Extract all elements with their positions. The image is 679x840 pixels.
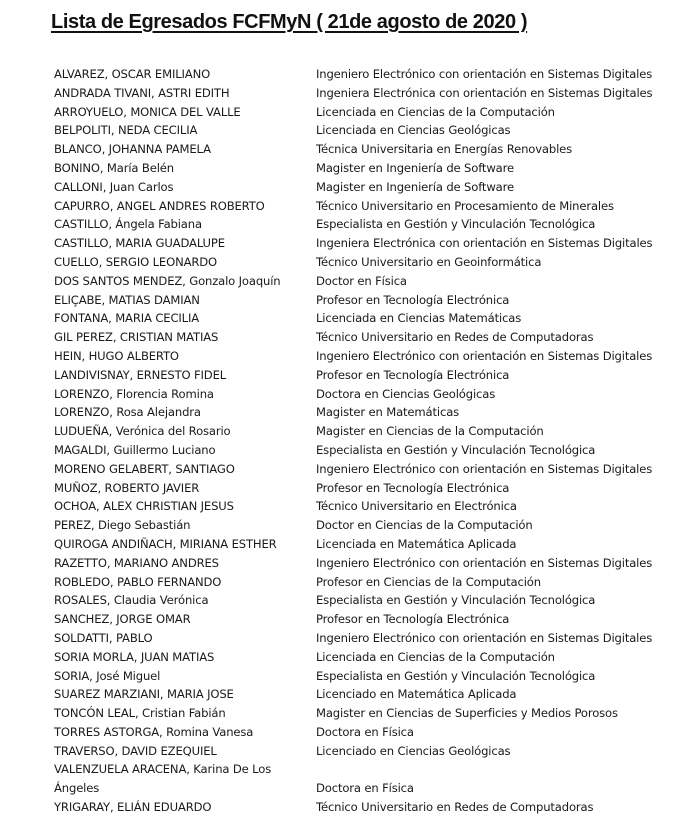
graduate-name: CALLONI, Juan Carlos xyxy=(54,179,174,194)
graduate-name: YRIGARAY, ELIÁN EDUARDO xyxy=(54,800,212,815)
graduate-row xyxy=(54,573,652,592)
graduate-row xyxy=(54,742,652,761)
graduate-row xyxy=(54,197,652,216)
graduate-name: ROSALES, Claudia Verónica xyxy=(54,593,209,608)
graduate-name: MAGALDI, Guillermo Luciano xyxy=(54,442,216,457)
graduate-row xyxy=(54,460,652,479)
graduate-degree: Magister en Ciencias de Superficies y Medios Porosos xyxy=(316,706,618,721)
graduate-name: TRAVERSO, DAVID EZEQUIEL xyxy=(54,743,217,758)
document-title: Lista de Egresados FCFMyN ( 21de agosto de 2020 ) xyxy=(51,11,528,33)
graduate-degree: Técnico Universitario en Procesamiento de Minerales xyxy=(316,198,614,213)
graduate-name: QUIROGA ANDIÑACH, MIRIANA ESTHER xyxy=(54,536,277,551)
graduate-row xyxy=(54,667,652,686)
graduate-degree: Ingeniero Electrónico con orientación en Sistemas Digitales xyxy=(316,630,653,645)
graduate-name: OCHOA, ALEX CHRISTIAN JESUS xyxy=(54,499,234,514)
graduate-degree: Doctora en Física xyxy=(316,781,414,796)
graduate-row xyxy=(54,723,652,742)
graduate-degree: Licenciada en Ciencias Geológicas xyxy=(316,123,511,138)
graduate-degree: Doctora en Física xyxy=(316,724,414,739)
graduate-row xyxy=(54,178,652,197)
graduate-name: BONINO, María Belén xyxy=(54,160,174,175)
graduate-row xyxy=(54,516,652,535)
graduate-degree: Técnico Universitario en Redes de Computadoras xyxy=(316,800,594,815)
graduate-row xyxy=(54,479,652,498)
graduate-name: CAPURRO, ANGEL ANDRES ROBERTO xyxy=(54,198,265,213)
graduate-degree: Magister en Matemáticas xyxy=(316,405,460,420)
graduate-name: ELIÇABE, MATIAS DAMIAN xyxy=(54,292,200,307)
graduate-degree: Especialista en Gestión y Vinculación Tecnológica xyxy=(316,217,596,232)
graduate-name: BLANCO, JOHANNA PAMELA xyxy=(54,142,211,157)
graduate-row xyxy=(54,140,652,159)
graduate-degree: Técnico Universitario en Electrónica xyxy=(316,499,517,514)
graduate-degree: Magister en Ingeniería de Software xyxy=(316,160,514,175)
graduate-degree: Ingeniera Electrónica con orientación en Sistemas Digitales xyxy=(316,85,653,100)
graduate-name: PEREZ, Diego Sebastián xyxy=(54,518,191,533)
graduate-name: TORRES ASTORGA, Romina Vanesa xyxy=(54,724,254,739)
graduate-degree: Profesor en Tecnología Electrónica xyxy=(316,367,510,382)
graduate-degree: Técnica Universitaria en Energías Renovables xyxy=(316,142,573,157)
graduate-row xyxy=(54,648,652,667)
graduate-row xyxy=(54,215,652,234)
graduate-name: LUDUEÑA, Verónica del Rosario xyxy=(54,424,231,439)
graduate-name: ALVAREZ, OSCAR EMILIANO xyxy=(54,67,211,81)
graduate-row xyxy=(54,159,652,178)
graduate-row xyxy=(54,685,652,704)
graduate-name: GIL PEREZ, CRISTIAN MATIAS xyxy=(54,330,219,345)
graduate-degree: Especialista en Gestión y Vinculación Tecnológica xyxy=(316,442,596,457)
graduate-row xyxy=(54,234,652,253)
graduate-name: CUELLO, SERGIO LEONARDO xyxy=(54,254,218,269)
graduate-degree: Especialista en Gestión y Vinculación Tecnológica xyxy=(316,668,596,683)
graduate-row xyxy=(54,65,652,84)
graduate-row xyxy=(54,610,652,629)
graduate-degree: Licenciada en Ciencias de la Computación xyxy=(316,649,555,664)
graduate-degree: Licenciada en Matemática Aplicada xyxy=(316,536,517,551)
graduate-name: ROBLEDO, PABLO FERNANDO xyxy=(54,574,222,589)
graduate-degree: Ingeniero Electrónico con orientación en Sistemas Digitales xyxy=(316,555,653,570)
graduate-name: TONCÓN LEAL, Cristian Fabián xyxy=(54,706,226,721)
graduate-degree: Profesor en Tecnología Electrónica xyxy=(316,292,510,307)
graduate-row xyxy=(54,760,652,798)
graduate-name: RAZETTO, MARIANO ANDRES xyxy=(54,555,219,570)
graduate-row xyxy=(54,291,652,310)
graduate-row xyxy=(54,347,652,366)
graduate-degree: Ingeniero Electrónico con orientación en Sistemas Digitales xyxy=(316,67,653,81)
graduate-name: BELPOLITI, NEDA CECILIA xyxy=(54,123,198,138)
graduate-degree: Ingeniera Electrónica con orientación en Sistemas Digitales xyxy=(316,236,653,251)
graduate-name: LORENZO, Florencia Romina xyxy=(54,386,214,401)
graduate-name: CASTILLO, Ángela Fabiana xyxy=(54,217,202,232)
graduate-name: ARROYUELO, MONICA DEL VALLE xyxy=(54,104,241,119)
graduate-name: MORENO GELABERT, SANTIAGO xyxy=(54,461,235,476)
graduate-row xyxy=(54,591,652,610)
graduate-row xyxy=(54,422,652,441)
graduates-list xyxy=(54,65,652,817)
graduate-degree: Ingeniero Electrónico con orientación en Sistemas Digitales xyxy=(316,461,653,476)
graduate-name: SOLDATTI, PABLO xyxy=(54,630,153,645)
graduate-name: LANDIVISNAY, ERNESTO FIDEL xyxy=(54,367,227,382)
graduate-degree: Licenciado en Ciencias Geológicas xyxy=(316,743,511,758)
graduate-row xyxy=(54,103,652,122)
graduate-name: CASTILLO, MARIA GUADALUPE xyxy=(54,236,225,251)
graduate-row xyxy=(54,309,652,328)
graduate-row xyxy=(54,798,652,817)
graduate-degree: Ingeniero Electrónico con orientación en Sistemas Digitales xyxy=(316,348,653,363)
graduate-row xyxy=(54,253,652,272)
graduate-name: SORIA MORLA, JUAN MATIAS xyxy=(54,649,215,664)
graduate-row xyxy=(54,121,652,140)
graduate-row xyxy=(54,272,652,291)
graduate-row xyxy=(54,328,652,347)
graduate-name: SANCHEZ, JORGE OMAR xyxy=(54,612,191,627)
graduate-row xyxy=(54,403,652,422)
graduate-row xyxy=(54,441,652,460)
graduate-name: HEIN, HUGO ALBERTO xyxy=(54,348,179,363)
graduate-degree: Técnico Universitario en Geoinformática xyxy=(316,254,542,269)
graduate-name: VALENZUELA ARACENA, Karina De Los Ángeles xyxy=(54,762,272,796)
graduate-degree: Magister en Ingeniería de Software xyxy=(316,179,514,194)
graduate-degree: Doctor en Física xyxy=(316,273,407,288)
graduate-degree: Profesor en Tecnología Electrónica xyxy=(316,480,510,495)
graduate-degree: Licenciado en Matemática Aplicada xyxy=(316,687,517,702)
graduate-row xyxy=(54,366,652,385)
graduate-row xyxy=(54,554,652,573)
graduate-name: LORENZO, Rosa Alejandra xyxy=(54,405,201,420)
graduate-row xyxy=(54,84,652,103)
graduate-name: SORIA, José Miguel xyxy=(54,668,161,683)
graduate-row xyxy=(54,497,652,516)
graduate-name: ANDRADA TIVANI, ASTRI EDITH xyxy=(54,85,230,100)
graduate-row xyxy=(54,704,652,723)
graduate-row xyxy=(54,629,652,648)
graduate-name: MUÑOZ, ROBERTO JAVIER xyxy=(54,480,200,495)
graduate-name: FONTANA, MARIA CECILIA xyxy=(54,311,200,326)
graduate-degree: Licenciada en Ciencias de la Computación xyxy=(316,104,555,119)
graduate-degree: Magister en Ciencias de la Computación xyxy=(316,424,544,439)
graduate-row xyxy=(54,535,652,554)
graduate-row xyxy=(54,385,652,404)
graduate-degree: Licenciada en Ciencias Matemáticas xyxy=(316,311,522,326)
graduate-degree: Doctor en Ciencias de la Computación xyxy=(316,518,533,533)
graduate-name: SUAREZ MARZIANI, MARIA JOSE xyxy=(54,687,234,702)
graduate-degree: Técnico Universitario en Redes de Computadoras xyxy=(316,330,594,345)
graduate-degree: Doctora en Ciencias Geológicas xyxy=(316,386,496,401)
graduate-degree: Especialista en Gestión y Vinculación Tecnológica xyxy=(316,593,596,608)
graduate-degree: Profesor en Tecnología Electrónica xyxy=(316,612,510,627)
graduate-degree: Profesor en Ciencias de la Computación xyxy=(316,574,541,589)
graduate-name: DOS SANTOS MENDEZ, Gonzalo Joaquín xyxy=(54,273,281,288)
